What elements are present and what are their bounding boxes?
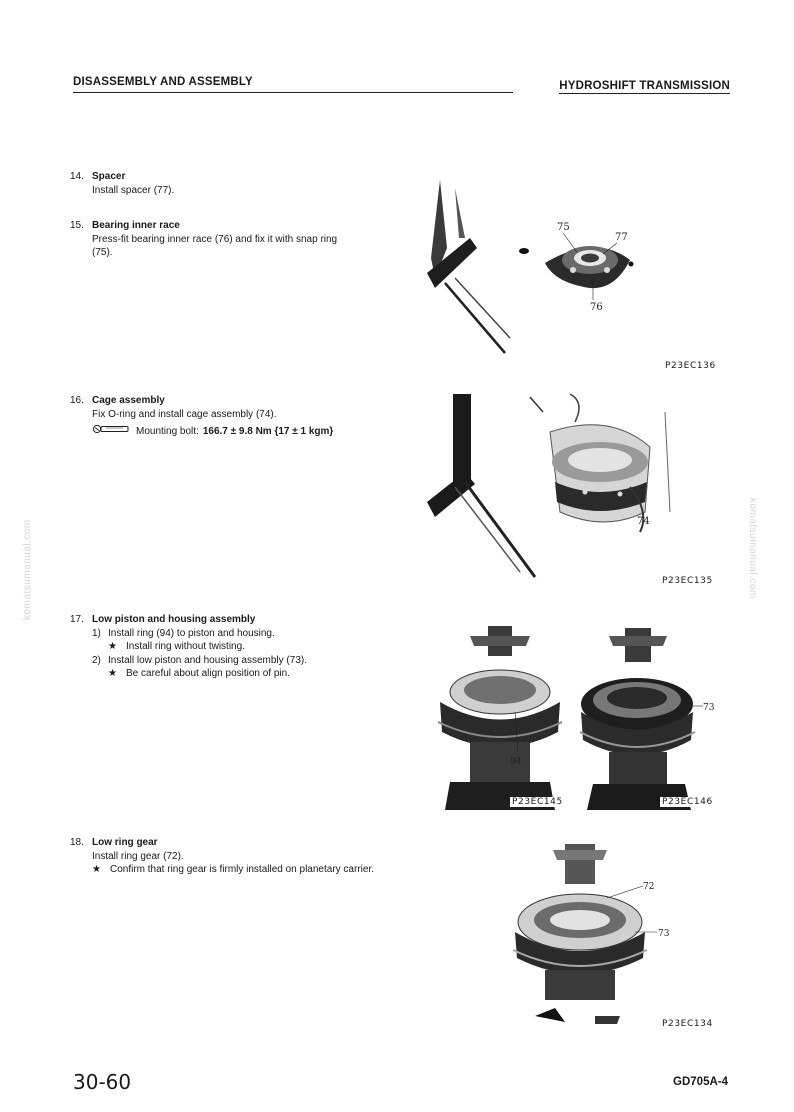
figure-caption: P23EC146 xyxy=(662,797,713,807)
figure-caption: P23EC145 xyxy=(512,797,563,807)
torque-label: Mounting bolt: xyxy=(136,425,199,437)
star-icon: ★ xyxy=(92,864,101,875)
sub-step xyxy=(92,654,420,668)
callout-label: 73 xyxy=(658,929,670,939)
step-18 xyxy=(70,836,404,877)
photo-cage-assembly xyxy=(425,392,730,580)
torque-wrench-icon xyxy=(92,424,130,439)
page-number: 30-60 xyxy=(73,1070,132,1094)
caution-note xyxy=(70,863,404,877)
star-icon: ★ xyxy=(108,668,117,679)
figure-caption: P23EC134 xyxy=(662,1019,713,1029)
header-section-title: DISASSEMBLY AND ASSEMBLY xyxy=(73,76,253,88)
step-text: Press-fit bearing inner race (76) and fix it with snap ring xyxy=(92,233,338,245)
step-15 xyxy=(70,219,415,260)
figure-caption: P23EC136 xyxy=(665,361,716,371)
watermark-left: komatsumanual.com xyxy=(22,519,33,620)
sub-step-number: 2) xyxy=(92,654,101,666)
callout-label: 77 xyxy=(615,232,628,243)
step-title: Low ring gear xyxy=(92,837,158,848)
step-16 xyxy=(70,394,420,439)
caution-note xyxy=(92,667,420,681)
step-title: Cage assembly xyxy=(92,395,165,406)
note-text: Be careful about align position of pin. xyxy=(126,668,290,679)
sub-step xyxy=(92,627,420,641)
photo-low-ring-gear xyxy=(495,840,680,1025)
note-text: Install ring without twisting. xyxy=(126,641,245,652)
header-rule xyxy=(73,92,513,93)
note-text: Confirm that ring gear is firmly installed on planetary carrier. xyxy=(110,864,374,875)
callout-label: 73 xyxy=(703,703,715,713)
callout-label: 76 xyxy=(590,302,603,313)
watermark-right: komatsumanual.com xyxy=(747,498,758,599)
step-title: Spacer xyxy=(92,171,126,182)
step-text: (75). xyxy=(92,247,113,258)
step-text: Install ring gear (72). xyxy=(92,850,184,862)
step-title: Low piston and housing assembly xyxy=(92,614,256,625)
sub-step-text: Install ring (94) to piston and housing. xyxy=(108,627,275,639)
step-17 xyxy=(70,613,420,681)
callout-label: 74 xyxy=(637,516,650,527)
model-number: GD705A-4 xyxy=(673,1076,728,1088)
step-title: Bearing inner race xyxy=(92,220,180,231)
torque-value: 166.7 ± 9.8 Nm {17 ± 1 kgm} xyxy=(202,425,334,437)
header-chapter-title: HYDROSHIFT TRANSMISSION xyxy=(559,80,730,92)
step-14 xyxy=(70,170,410,197)
step-number: 18. xyxy=(70,837,84,848)
step-number: 16. xyxy=(70,395,84,406)
callout-label: 72 xyxy=(643,882,655,892)
figure-caption: P23EC135 xyxy=(662,576,713,586)
photo-piston-housing-ring xyxy=(430,622,570,810)
step-text: Install spacer (77). xyxy=(92,184,175,196)
step-number: 17. xyxy=(70,614,84,625)
sub-step-number: 1) xyxy=(92,627,101,639)
callout-label: 75 xyxy=(557,222,570,233)
callout-label: 94 xyxy=(510,757,522,767)
torque-spec xyxy=(70,424,420,439)
photo-bearing-inner-race xyxy=(425,178,730,358)
step-number: 14. xyxy=(70,171,84,182)
photo-piston-housing-assembly xyxy=(575,622,725,810)
step-number: 15. xyxy=(70,220,84,231)
caution-note xyxy=(92,640,420,654)
star-icon: ★ xyxy=(108,641,117,652)
sub-step-text: Install low piston and housing assembly (73). xyxy=(108,654,307,666)
step-text: Fix O-ring and install cage assembly (74). xyxy=(92,408,277,420)
